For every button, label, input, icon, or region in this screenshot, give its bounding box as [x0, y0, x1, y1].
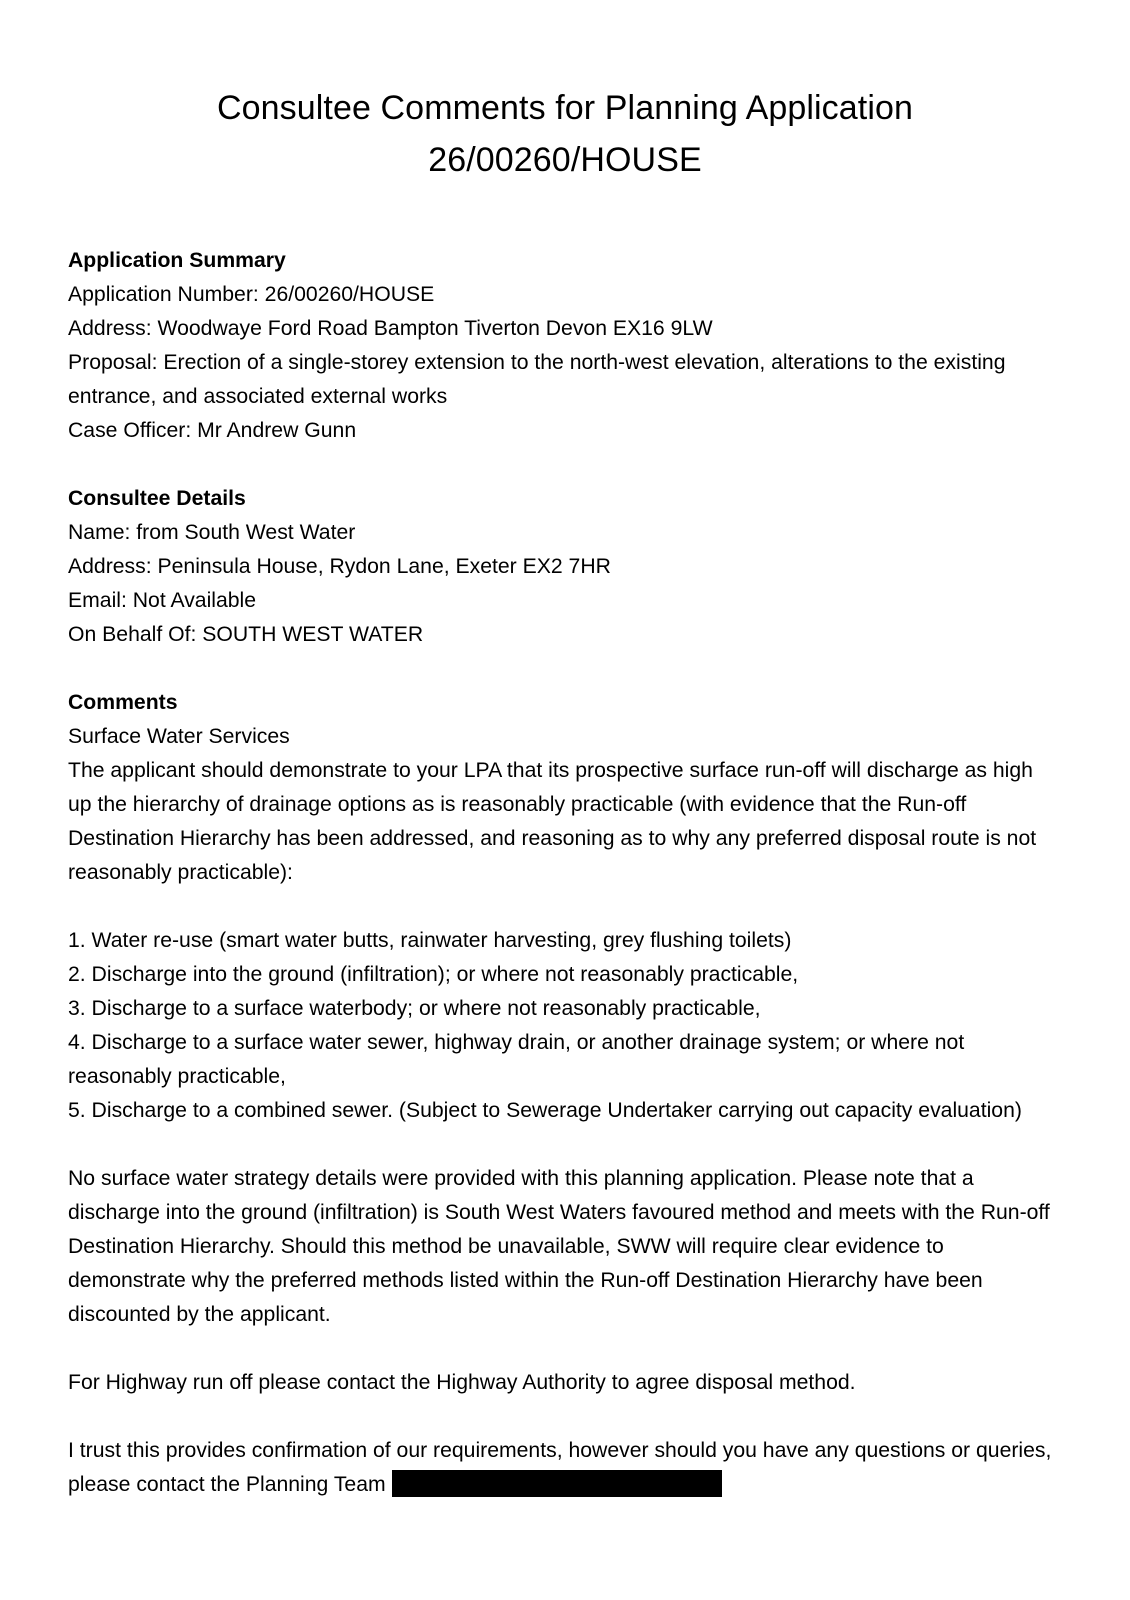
application-summary-section [68, 244, 1062, 448]
surface-water-strategy-paragraph: No surface water strategy details were provided with this planning application. Please note that a discharge into the ground (infiltration) is South West Waters favoured method and meets with the Run-off Destination Hierarchy. Should this method be unavailable, SWW will require clear evidence to demonstrate why the preferred methods listed within the Run-off Destination Hierarchy have been discounted by the applicant. [68, 1167, 1050, 1326]
consultee-details-section [68, 482, 1062, 652]
case-officer: Case Officer: Mr Andrew Gunn [68, 419, 357, 442]
comments-heading: Comments [68, 691, 178, 714]
document-title [68, 82, 1062, 186]
comments-section [68, 686, 1062, 1502]
redaction-block [392, 1470, 722, 1497]
comments-subheading: Surface Water Services [68, 725, 290, 748]
list-item: 1. Water re-use (smart water butts, rainwater harvesting, grey flushing toilets) [68, 929, 792, 952]
comments-intro: The applicant should demonstrate to your LPA that its prospective surface run-off will discharge as high up the hierarchy of drainage options as is reasonably practicable (with evidence that the Run-off Destination Hierarchy has been addressed, and reasoning as to why any preferred disposal route is not reasonably practicable): [68, 759, 1037, 884]
list-item: 5. Discharge to a combined sewer. (Subject to Sewerage Undertaker carrying out capacity evaluation) [68, 1099, 1022, 1122]
title-line-2: 26/00260/HOUSE [428, 141, 702, 179]
title-line-1: Consultee Comments for Planning Application [216, 89, 914, 127]
application-address: Address: Woodwaye Ford Road Bampton Tiverton Devon EX16 9LW [68, 317, 713, 340]
list-item: 2. Discharge into the ground (infiltration); or where not reasonably practicable, [68, 963, 799, 986]
application-summary-heading: Application Summary [68, 249, 286, 272]
consultee-address: Address: Peninsula House, Rydon Lane, Exeter EX2 7HR [68, 555, 611, 578]
application-proposal: Proposal: Erection of a single-storey extension to the north-west elevation, alterations to the existing entrance, and associated external works [68, 351, 1006, 408]
list-item: 4. Discharge to a surface water sewer, highway drain, or another drainage system; or where not reasonably practicable, [68, 1031, 965, 1088]
consultee-on-behalf-of: On Behalf Of: SOUTH WEST WATER [68, 623, 424, 646]
consultee-details-heading: Consultee Details [68, 487, 246, 510]
closing-text: I trust this provides confirmation of our requirements, however should you have any questions or queries, please contact the Planning Team [68, 1439, 1052, 1496]
application-number: Application Number: 26/00260/HOUSE [68, 283, 435, 306]
consultee-email: Email: Not Available [68, 589, 257, 612]
closing-paragraph [68, 1434, 1062, 1502]
highway-paragraph: For Highway run off please contact the Highway Authority to agree disposal method. [68, 1371, 856, 1394]
list-item: 3. Discharge to a surface waterbody; or where not reasonably practicable, [68, 997, 761, 1020]
drainage-hierarchy-list [68, 924, 1062, 1128]
consultee-name: Name: from South West Water [68, 521, 356, 544]
